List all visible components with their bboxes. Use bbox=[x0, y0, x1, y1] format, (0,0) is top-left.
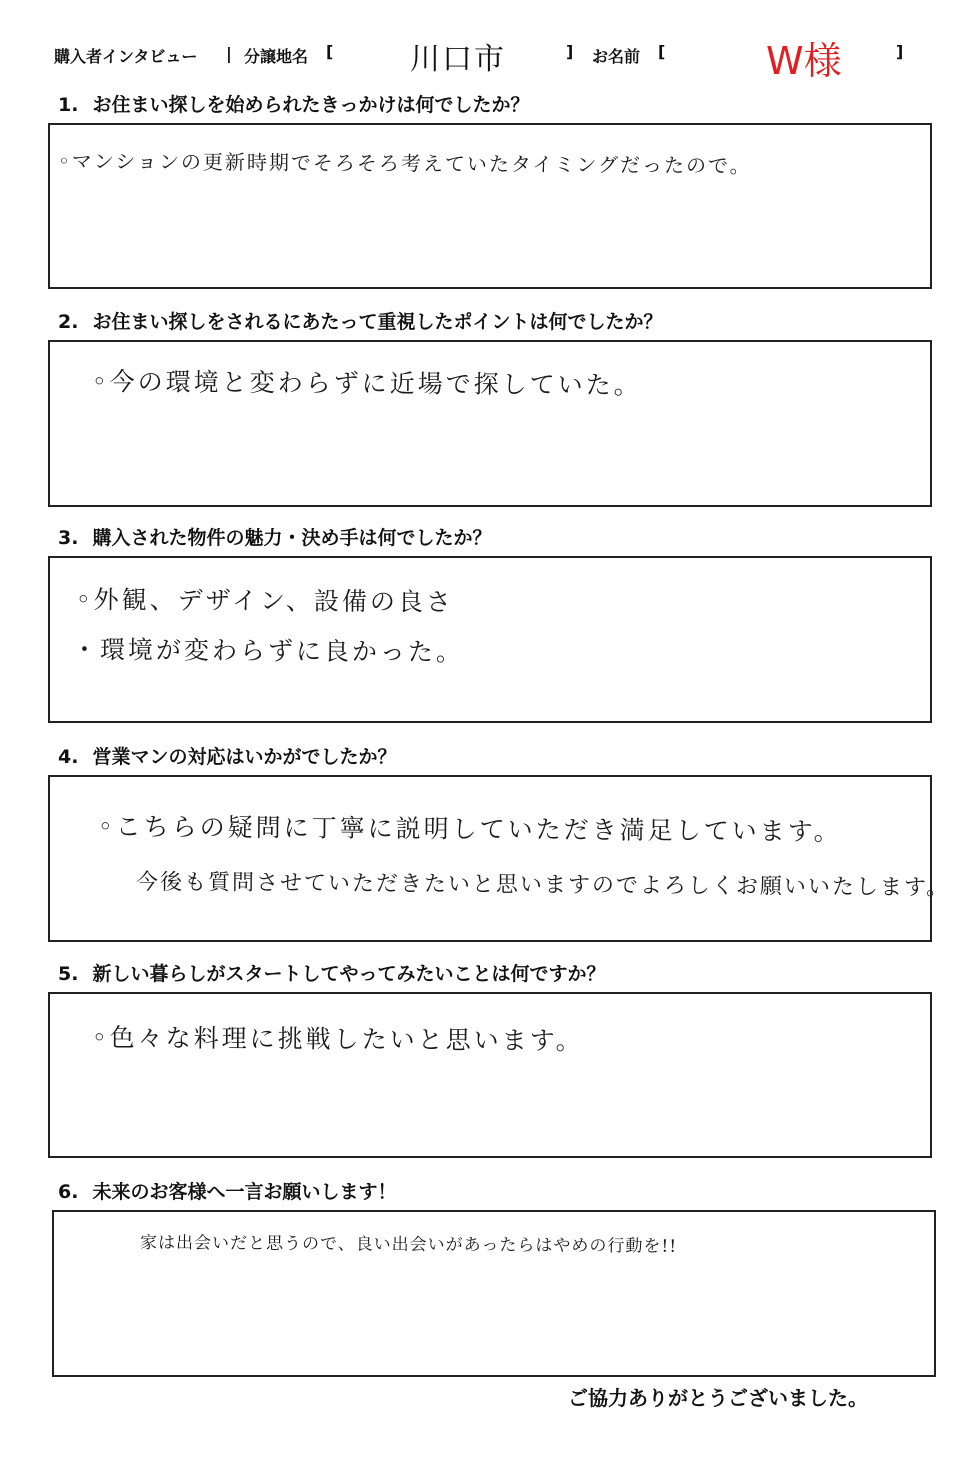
header-separator: | bbox=[226, 44, 232, 63]
answer-box-2 bbox=[48, 340, 932, 507]
question-number: 5. bbox=[58, 963, 79, 985]
answer-text: 今後も質問させていただきたいと思いますのでよろしくお願いいたします。 bbox=[135, 870, 951, 901]
question-number: 6. bbox=[58, 1181, 79, 1203]
thanks-message: ご協力ありがとうございました。 bbox=[568, 1386, 868, 1410]
question-number: 4. bbox=[58, 746, 79, 768]
answer-text: ・環境が変わらずに良かった。 bbox=[71, 635, 465, 667]
answer-box-6 bbox=[52, 1210, 936, 1377]
question-5 bbox=[58, 959, 605, 986]
question-text: 購入された物件の魅力・決め手は何でしたか？ bbox=[92, 527, 492, 549]
answer-text: ◦外観、デザイン、設備の良さ bbox=[75, 585, 455, 617]
answer-text: ◦こちらの疑問に丁寧に説明していただき満足しています。 bbox=[97, 812, 842, 847]
answer-box-1 bbox=[48, 123, 932, 289]
answer-text: 家は出会いだと思うので、良い出会いがあったらはやめの行動を!! bbox=[139, 1233, 678, 1257]
answer-box-4 bbox=[48, 775, 951, 942]
customer-name: W様 bbox=[766, 39, 842, 83]
answer-box-5 bbox=[48, 992, 932, 1158]
form-title: 購入者インタビュー bbox=[54, 47, 198, 66]
question-text: 新しい暮らしがスタートしてやってみたいことは何ですか？ bbox=[92, 963, 606, 985]
question-number: 3. bbox=[58, 527, 79, 549]
name-bracket-open: [ bbox=[658, 42, 666, 61]
question-1 bbox=[58, 90, 529, 117]
area-label: 分譲地名 bbox=[244, 47, 309, 66]
question-text: 未来のお客様へ一言お願いします！ bbox=[92, 1181, 397, 1203]
answer-text: ◦マンションの更新時期でそろそろ考えていたタイミングだったので。 bbox=[57, 149, 752, 178]
area-bracket-close: ] bbox=[566, 42, 574, 61]
name-bracket-close: ] bbox=[896, 42, 904, 61]
answer-text: ◦今の環境と変わらずに近場で探していた。 bbox=[91, 367, 642, 400]
question-3 bbox=[58, 523, 491, 550]
area-bracket-open: [ bbox=[326, 42, 334, 61]
question-text: お住まい探しを始められたきっかけは何でしたか？ bbox=[92, 94, 530, 116]
question-2 bbox=[58, 307, 662, 334]
name-label: お名前 bbox=[592, 47, 641, 66]
question-text: 営業マンの対応はいかがでしたか？ bbox=[92, 746, 397, 768]
area-value: 川口市 bbox=[410, 42, 506, 77]
question-text: お住まい探しをされるにあたって重視したポイントは何でしたか？ bbox=[92, 311, 663, 333]
question-number: 1. bbox=[58, 94, 79, 116]
interview-header bbox=[54, 30, 934, 83]
question-number: 2. bbox=[58, 311, 79, 333]
question-6 bbox=[58, 1177, 396, 1204]
question-4 bbox=[58, 742, 396, 769]
answer-box-3 bbox=[48, 556, 932, 723]
answer-text: ◦色々な料理に挑戦したいと思います。 bbox=[91, 1023, 584, 1056]
